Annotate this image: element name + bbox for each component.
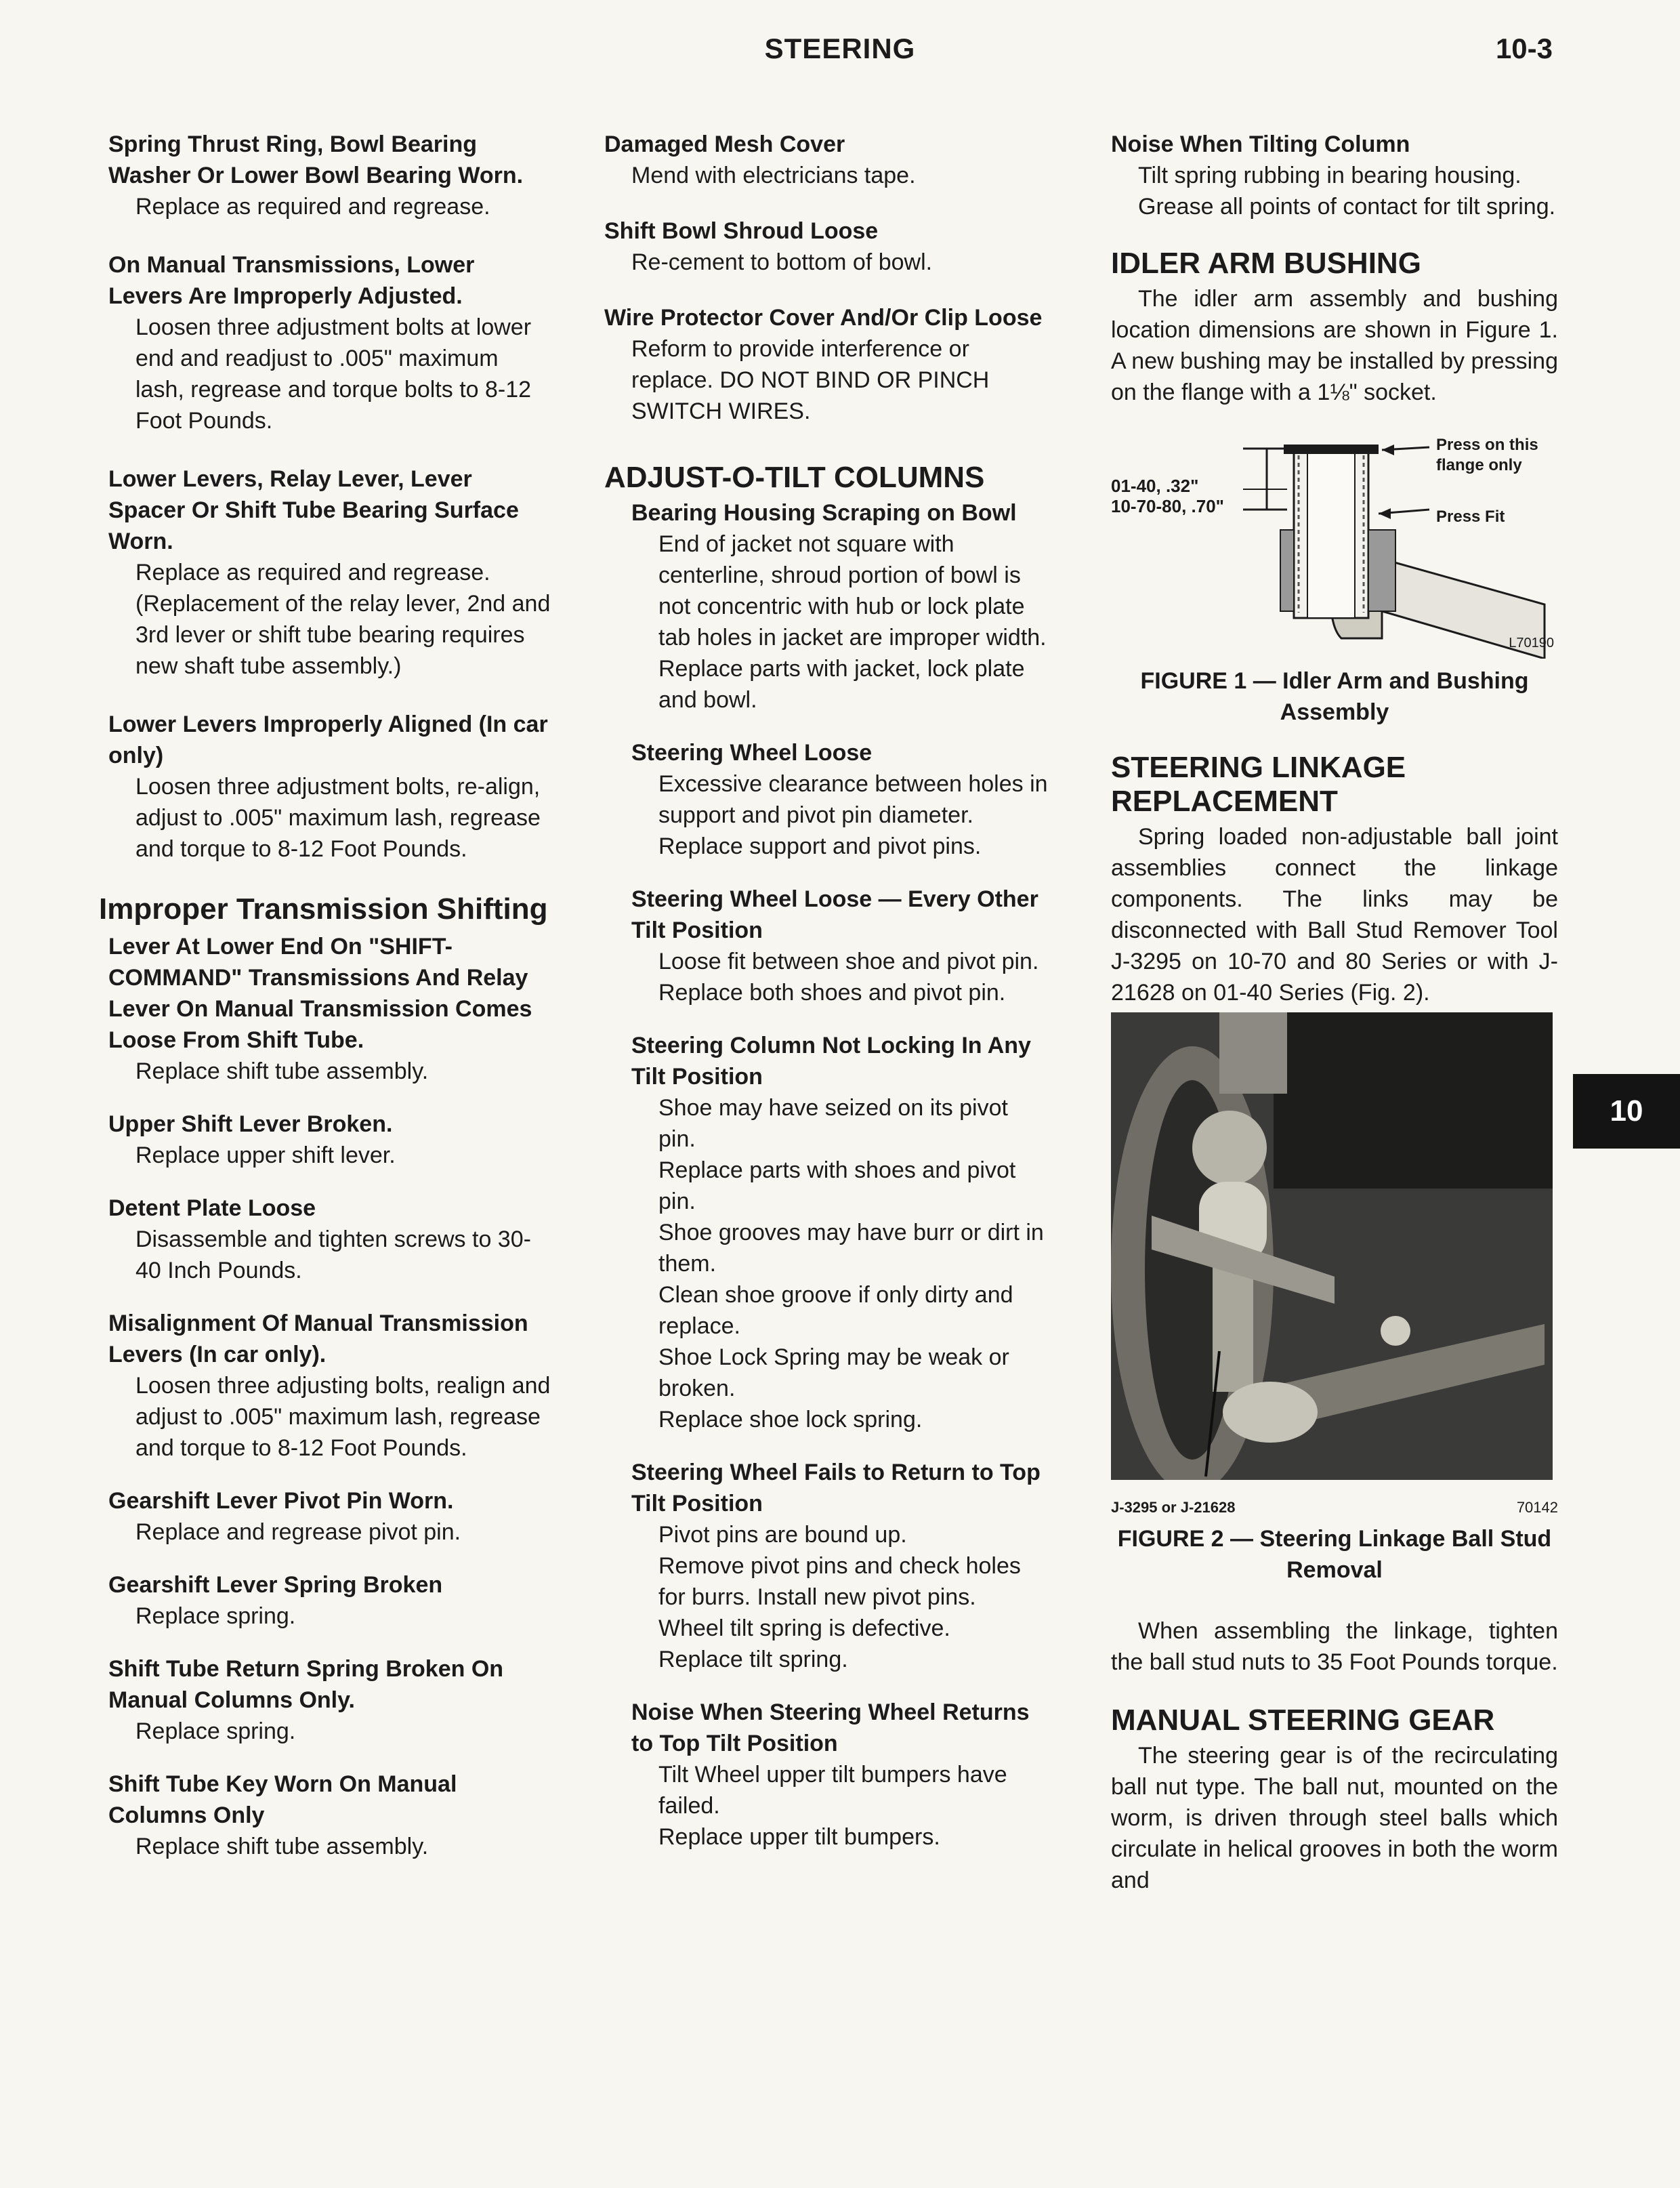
trouble-item bbox=[604, 302, 1051, 427]
section-title: MANUAL STEERING GEAR bbox=[1111, 1704, 1495, 1737]
item-heading: Noise When Tilting Column bbox=[1111, 131, 1410, 157]
trouble-item bbox=[108, 129, 552, 222]
section-title: STEERING LINKAGE REPLACEMENT bbox=[1111, 751, 1406, 818]
item-heading: Shift Tube Return Spring Broken On Manual Columns Only. bbox=[108, 1656, 504, 1713]
item-heading: Steering Wheel Loose — Every Other Tilt Position bbox=[631, 886, 1038, 943]
callout-press-flange bbox=[1436, 435, 1538, 476]
trouble-item bbox=[108, 1569, 552, 1632]
column-3 bbox=[1111, 129, 1558, 1896]
item-heading: Steering Wheel Loose bbox=[631, 740, 873, 766]
figure-2-labels bbox=[1111, 1492, 1558, 1523]
paragraph: When assembling the linkage, tighten the ball stud nuts to 35 Foot Pounds torque. bbox=[1111, 1618, 1558, 1675]
item-heading: Wire Protector Cover And/Or Clip Loose bbox=[604, 305, 1043, 331]
item-body: Shoe may have seized on its pivot pin. bbox=[658, 1095, 1008, 1152]
page-number: 10-3 bbox=[1495, 33, 1553, 64]
item-body: Replace shift tube assembly. bbox=[135, 1058, 429, 1084]
paragraph: Spring loaded non-adjustable ball joint assemblies connect the linkage components. The links may be disconnected with Ball Stud Remover Tool J-3295 on 10-70 and 80 Series or with J-21628 on 01-40 Series (Fig. 2). bbox=[1111, 824, 1558, 1006]
dimension-label-1: 01-40, .32" bbox=[1111, 476, 1199, 496]
trouble-item bbox=[604, 1697, 1051, 1853]
figure-1 bbox=[1111, 435, 1558, 659]
trouble-item bbox=[108, 1193, 552, 1286]
item-body: Replace upper shift lever. bbox=[135, 1142, 396, 1168]
tool-label: J-3295 or J-21628 bbox=[1111, 1499, 1236, 1516]
callout-line: Press on this bbox=[1436, 436, 1538, 454]
item-body: Reform to provide interference or replace. DO NOT BIND OR PINCH SWITCH WIRES. bbox=[631, 336, 990, 424]
trouble-item bbox=[604, 1457, 1051, 1675]
item-heading: Detent Plate Loose bbox=[108, 1195, 316, 1221]
trouble-item bbox=[108, 1308, 552, 1464]
item-heading: Lower Levers, Relay Lever, Lever Spacer Or Shift Tube Bearing Surface Worn. bbox=[108, 466, 519, 554]
item-heading: Spring Thrust Ring, Bowl Bearing Washer Or Lower Bowl Bearing Worn. bbox=[108, 131, 524, 188]
trouble-item bbox=[604, 884, 1051, 1008]
item-heading: Noise When Steering Wheel Returns to Top Tilt Position bbox=[631, 1699, 1030, 1756]
item-body: Replace upper tilt bumpers. bbox=[658, 1824, 940, 1850]
trouble-item bbox=[604, 215, 1051, 278]
trouble-item bbox=[604, 1030, 1051, 1435]
figure-caption: FIGURE 2 — Steering Linkage Ball Stud Removal bbox=[1117, 1526, 1552, 1583]
callout-line: flange only bbox=[1436, 456, 1522, 474]
item-body: Wheel tilt spring is defective. bbox=[658, 1615, 950, 1641]
figure-code: L70190 bbox=[1509, 636, 1554, 651]
item-heading: Shift Bowl Shroud Loose bbox=[604, 218, 879, 244]
dimension-label bbox=[1111, 476, 1224, 516]
page-header-title: STEERING bbox=[764, 33, 916, 64]
item-body: Shoe Lock Spring may be weak or broken. bbox=[658, 1344, 1009, 1401]
figure-code: 70142 bbox=[1516, 1499, 1558, 1516]
item-heading: Shift Tube Key Worn On Manual Columns Only bbox=[108, 1771, 457, 1828]
item-body: Loosen three adjustment bolts, re-align, adjust to .005" maximum lash, regrease and torque to 8-12 Foot Pounds. bbox=[135, 774, 541, 862]
item-body: Loosen three adjusting bolts, realign and adjust to .005" maximum lash, regrease and torque to 8-12 Foot Pounds. bbox=[135, 1373, 551, 1461]
item-heading: Damaged Mesh Cover bbox=[604, 131, 845, 157]
trouble-item bbox=[604, 737, 1051, 862]
item-body: Replace both shoes and pivot pin. bbox=[658, 980, 1006, 1006]
item-body: Tilt Wheel upper tilt bumpers have failed. bbox=[658, 1762, 1007, 1819]
item-heading: Lower Levers Improperly Aligned (In car only) bbox=[108, 711, 548, 768]
item-body: Shoe grooves may have burr or dirt in them. bbox=[658, 1220, 1044, 1277]
trouble-item bbox=[1111, 129, 1558, 222]
item-body: Pivot pins are bound up. bbox=[658, 1522, 907, 1548]
item-body: Tilt spring rubbing in bearing housing. bbox=[1138, 163, 1521, 188]
paragraph: The steering gear is of the recirculating ball nut type. The ball nut, mounted on the worm, is driven through steel balls which circulate in helical grooves in both the worm and bbox=[1111, 1743, 1558, 1893]
trouble-item bbox=[108, 1485, 552, 1548]
item-heading: Gearshift Lever Pivot Pin Worn. bbox=[108, 1488, 454, 1514]
chapter-tab: 10 bbox=[1573, 1074, 1680, 1149]
callout-press-fit: Press Fit bbox=[1436, 508, 1505, 526]
trouble-item bbox=[108, 463, 552, 682]
trouble-item bbox=[604, 129, 1051, 191]
item-body: Replace shoe lock spring. bbox=[658, 1407, 923, 1432]
item-body: Loose fit between shoe and pivot pin. bbox=[658, 949, 1039, 974]
column-1 bbox=[99, 129, 552, 1862]
section-title: Improper Transmission Shifting bbox=[99, 892, 548, 926]
item-heading: Upper Shift Lever Broken. bbox=[108, 1111, 393, 1137]
item-body: Loosen three adjustment bolts at lower end and readjust to .005" maximum lash, regrease and torque bolts to 8-12 Foot Pounds. bbox=[135, 314, 532, 434]
trouble-item bbox=[108, 249, 552, 436]
dimension-label-2: 10-70-80, .70" bbox=[1111, 496, 1224, 516]
item-body: Replace as required and regrease. (Replacement of the relay lever, 2nd and 3rd lever or shift tube bearing requires new shaft tube assembly.) bbox=[135, 560, 551, 679]
trouble-item bbox=[108, 1769, 552, 1862]
item-body: Replace parts with jacket, lock plate and bowl. bbox=[658, 656, 1025, 713]
item-body: Replace and regrease pivot pin. bbox=[135, 1519, 461, 1545]
item-heading: Lever At Lower End On "SHIFT-COMMAND" Transmissions And Relay Lever On Manual Transmission Comes Loose From Shift Tube. bbox=[108, 934, 532, 1053]
item-heading: Misalignment Of Manual Transmission Levers (In car only). bbox=[108, 1310, 528, 1367]
figure-caption: FIGURE 1 — Idler Arm and Bushing Assembly bbox=[1140, 668, 1529, 725]
item-body: Mend with electricians tape. bbox=[631, 163, 916, 188]
item-heading: On Manual Transmissions, Lower Levers Are Improperly Adjusted. bbox=[108, 252, 475, 309]
column-2 bbox=[604, 129, 1051, 1853]
item-body: Replace as required and regrease. bbox=[135, 194, 490, 220]
trouble-item bbox=[604, 497, 1051, 716]
item-heading: Gearshift Lever Spring Broken bbox=[108, 1572, 443, 1598]
item-body: Re-cement to bottom of bowl. bbox=[631, 249, 933, 275]
item-body: Remove pivot pins and check holes for burrs. Install new pivot pins. bbox=[658, 1553, 1021, 1610]
paragraph: The idler arm assembly and bushing location dimensions are shown in Figure 1. A new bushing may be installed by pressing on the flange with a 1⅛" socket. bbox=[1111, 286, 1558, 405]
item-heading: Steering Wheel Fails to Return to Top Tilt Position bbox=[631, 1460, 1041, 1516]
item-body: Clean shoe groove if only dirty and replace. bbox=[658, 1282, 1013, 1339]
item-heading: Bearing Housing Scraping on Bowl bbox=[631, 500, 1017, 526]
item-body: Replace parts with shoes and pivot pin. bbox=[658, 1157, 1016, 1214]
trouble-item bbox=[108, 1109, 552, 1171]
item-body: End of jacket not square with centerline, shroud portion of bowl is not concentric with hub or lock plate tab holes in jacket are improper width. bbox=[658, 531, 1047, 651]
item-body: Disassemble and tighten screws to 30-40 Inch Pounds. bbox=[135, 1226, 531, 1283]
item-body: Replace shift tube assembly. bbox=[135, 1834, 429, 1859]
item-body: Replace support and pivot pins. bbox=[658, 833, 982, 859]
ball-stud-removal-photo bbox=[1111, 1012, 1553, 1480]
trouble-item bbox=[108, 1653, 552, 1747]
trouble-item bbox=[108, 709, 552, 865]
section-title: IDLER ARM BUSHING bbox=[1111, 247, 1421, 280]
item-body: Grease all points of contact for tilt spring. bbox=[1138, 194, 1556, 220]
item-heading: Steering Column Not Locking In Any Tilt Position bbox=[631, 1033, 1031, 1090]
section-title: ADJUST-O-TILT COLUMNS bbox=[604, 461, 985, 494]
item-body: Replace spring. bbox=[135, 1718, 296, 1744]
item-body: Replace tilt spring. bbox=[658, 1647, 848, 1672]
item-body: Replace spring. bbox=[135, 1603, 296, 1629]
item-body: Excessive clearance between holes in support and pivot pin diameter. bbox=[658, 771, 1048, 828]
trouble-item bbox=[108, 931, 552, 1087]
